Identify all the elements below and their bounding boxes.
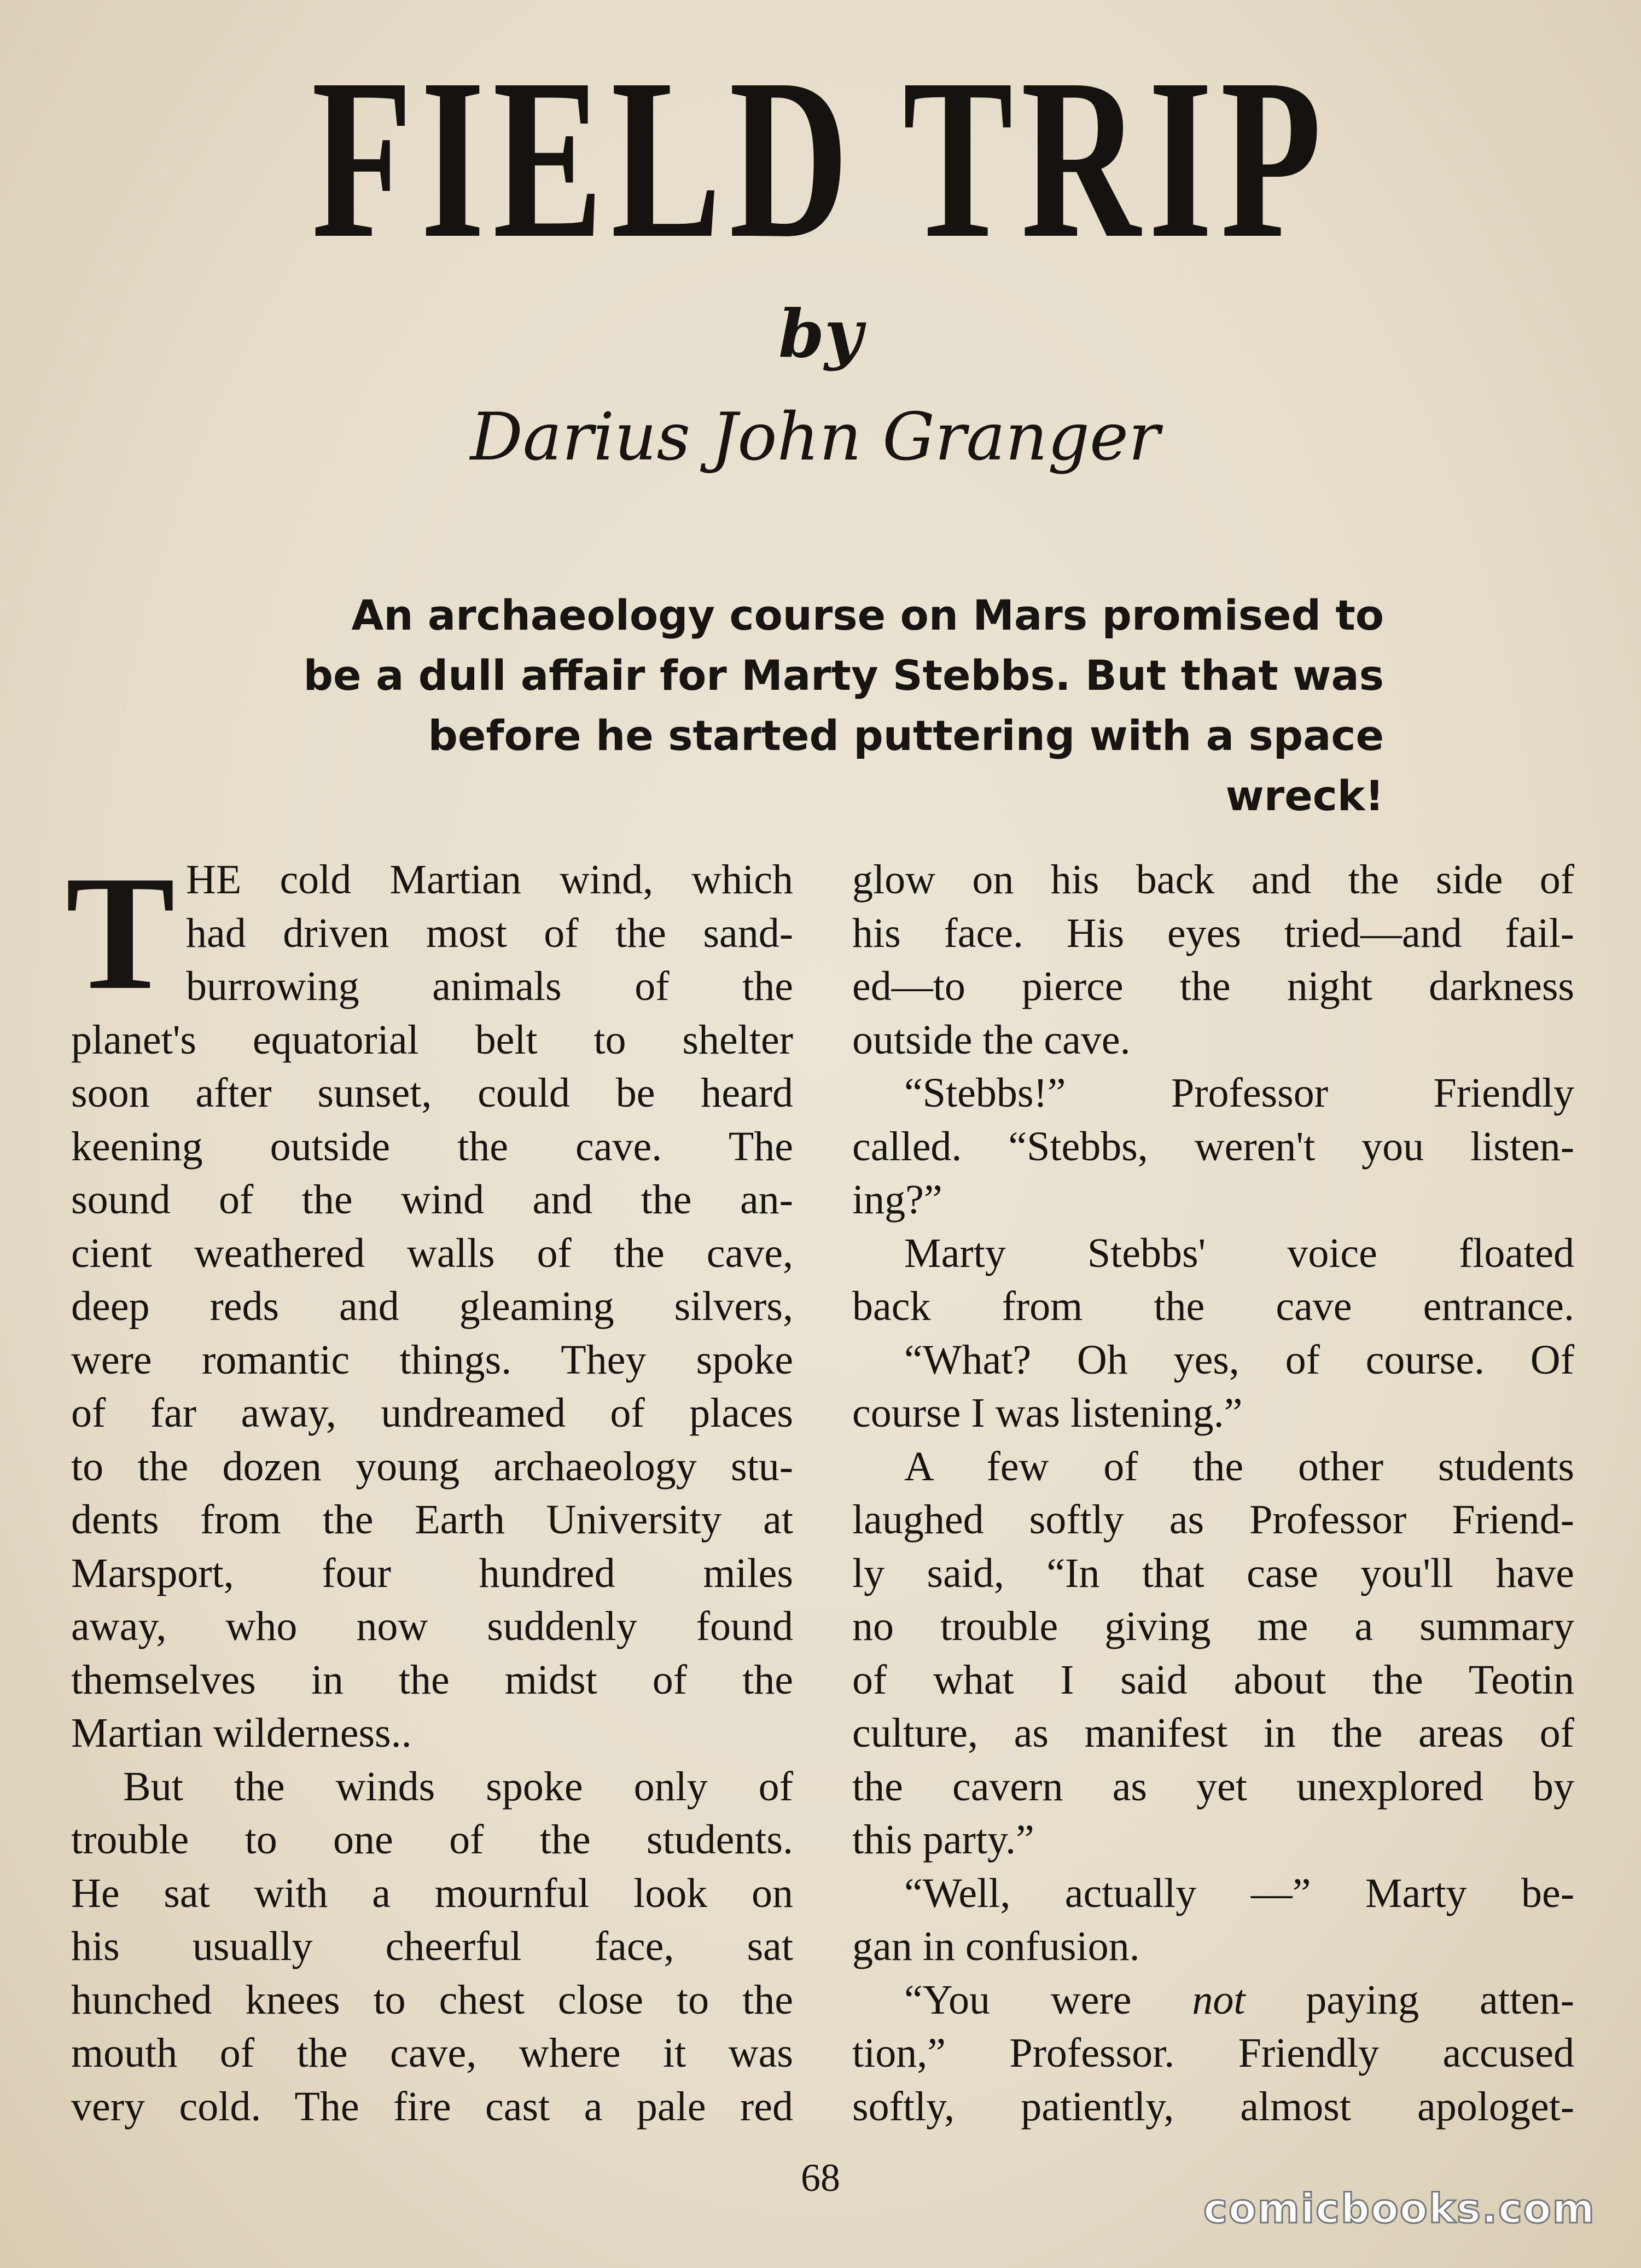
text-line: culture, as manifest in the areas of <box>852 1710 1574 1756</box>
text-line: HE cold Martian wind, which <box>186 857 793 903</box>
blurb-line: An archaeology course on Mars promised to <box>351 591 1384 639</box>
text-line: planet's equatorial belt to shelter <box>71 1016 793 1063</box>
page-number: 68 <box>801 2156 840 2200</box>
text-line: ly said, “In that case you'll have <box>852 1550 1574 1596</box>
text-line: dents from the Earth University at <box>71 1497 793 1543</box>
text-line: “What? Oh yes, of course. Of <box>904 1336 1574 1383</box>
author-name: Darius John Granger <box>470 399 1160 475</box>
text-line: Martian wilderness.. <box>71 1710 412 1756</box>
text-line: very cold. The fire cast a pale red <box>71 2083 793 2130</box>
text-line: “Well, actually —” Marty be- <box>904 1870 1574 1916</box>
right-column <box>852 853 1574 2133</box>
text-line: “Stebbs!” Professor Friendly <box>904 1070 1574 1116</box>
text-line: ing?” <box>852 1177 942 1223</box>
text-line: A few of the other students <box>904 1443 1574 1490</box>
text-line: gan in confusion. <box>852 1923 1140 1969</box>
text-line: He sat with a mournful look on <box>71 1870 793 1916</box>
text-line: themselves in the midst of the <box>71 1656 793 1703</box>
text-line: no trouble giving me a summary <box>852 1603 1574 1649</box>
text-line: glow on his back and the side of <box>852 857 1574 903</box>
text-line: called. “Stebbs, weren't you listen- <box>852 1123 1574 1170</box>
text-line: course I was listening.” <box>852 1390 1243 1436</box>
text-line: of what I said about the Teotin <box>852 1656 1574 1703</box>
text-line: burrowing animals of the <box>186 963 793 1009</box>
text-line: deep reds and gleaming silvers, <box>71 1283 793 1329</box>
byline: by <box>778 295 863 373</box>
text-line: mouth of the cave, where it was <box>71 2030 793 2076</box>
text-line: tion,” Professor. Friendly accused <box>852 2030 1574 2076</box>
text-line: sound of the wind and the an- <box>71 1177 793 1223</box>
text-line: Marty Stebbs' voice floated <box>904 1230 1574 1276</box>
blurb-line: before he started puttering with a space wreck! <box>428 711 1384 820</box>
text-line: the cavern as yet unexplored by <box>852 1763 1574 1810</box>
drop-cap: T <box>66 842 176 1023</box>
text-line: had driven most of the sand- <box>186 910 793 956</box>
text-line: his usually cheerful face, sat <box>71 1923 793 1969</box>
story-title: FIELD TRIP <box>311 31 1330 286</box>
blurb-line: be a dull affair for Marty Stebbs. But that was <box>303 651 1384 700</box>
italic-word: not <box>1192 1976 1246 2023</box>
text-line <box>852 1974 1574 2027</box>
text-line: back from the cave entrance. <box>852 1283 1574 1329</box>
story-blurb <box>257 585 1384 826</box>
text-line: cient weathered walls of the cave, <box>71 1230 793 1276</box>
text-line: of far away, undreamed of places <box>71 1390 793 1436</box>
text-line: laughed softly as Professor Friend- <box>852 1497 1574 1543</box>
text-line: ed—to pierce the night darkness <box>852 963 1574 1009</box>
text-line: keening outside the cave. The <box>71 1123 793 1170</box>
text-line: away, who now suddenly found <box>71 1603 793 1649</box>
text-line: outside the cave. <box>852 1016 1131 1063</box>
text-line: to the dozen young archaeology stu- <box>71 1443 793 1490</box>
text-line: hunched knees to chest close to the <box>71 1976 793 2023</box>
text-line: his face. His eyes tried—and fail- <box>852 910 1574 956</box>
text-line: trouble to one of the students. <box>71 1817 793 1863</box>
text-line: soon after sunset, could be heard <box>71 1070 793 1116</box>
text-line: But the winds spoke only of <box>123 1763 793 1810</box>
watermark-logo: comicbooks.com <box>1203 2185 1596 2232</box>
text-line: were romantic things. They spoke <box>71 1336 793 1383</box>
text-line: Marsport, four hundred miles <box>71 1550 793 1596</box>
text-fragment: paying atten- <box>1245 1976 1574 2023</box>
left-column <box>71 853 793 2133</box>
text-fragment: “You were <box>904 1976 1192 2023</box>
text-line: this party.” <box>852 1817 1034 1863</box>
text-line: softly, patiently, almost apologet- <box>852 2083 1574 2130</box>
